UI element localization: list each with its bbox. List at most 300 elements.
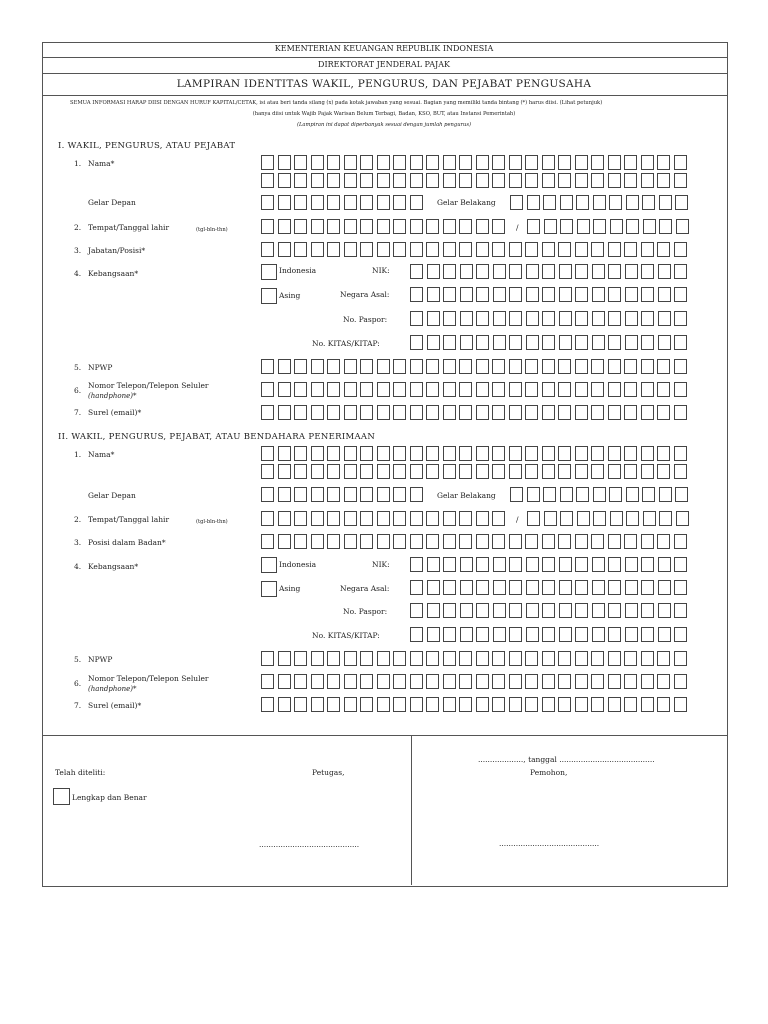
- char-box[interactable]: [674, 697, 687, 712]
- char-box[interactable]: [327, 219, 340, 234]
- char-box[interactable]: [674, 627, 687, 642]
- char-box[interactable]: [261, 359, 274, 374]
- char-box[interactable]: [393, 697, 406, 712]
- char-box[interactable]: [526, 603, 539, 618]
- char-box[interactable]: [294, 534, 307, 549]
- char-box[interactable]: [377, 511, 390, 526]
- char-box[interactable]: [674, 155, 687, 170]
- char-box[interactable]: [492, 674, 505, 689]
- char-box[interactable]: [261, 464, 274, 479]
- char-box[interactable]: [624, 405, 637, 420]
- char-box[interactable]: [609, 487, 622, 502]
- char-box[interactable]: [278, 446, 291, 461]
- char-box[interactable]: [624, 534, 637, 549]
- char-box[interactable]: [278, 195, 291, 210]
- char-box[interactable]: [509, 242, 522, 257]
- char-box[interactable]: [410, 511, 423, 526]
- tanggal-lahir-grid[interactable]: [527, 511, 692, 526]
- char-box[interactable]: [608, 580, 621, 595]
- char-box[interactable]: [591, 382, 604, 397]
- char-box[interactable]: [527, 511, 540, 526]
- char-box[interactable]: [641, 534, 654, 549]
- char-box[interactable]: [641, 335, 654, 350]
- char-box[interactable]: [261, 195, 274, 210]
- char-box[interactable]: [410, 335, 423, 350]
- char-box[interactable]: [426, 155, 439, 170]
- char-box[interactable]: [576, 195, 589, 210]
- char-box[interactable]: [294, 155, 307, 170]
- char-box[interactable]: [558, 155, 571, 170]
- char-box[interactable]: [592, 264, 605, 279]
- char-box[interactable]: [509, 651, 522, 666]
- char-box[interactable]: [658, 627, 671, 642]
- char-box[interactable]: [377, 674, 390, 689]
- char-box[interactable]: [493, 287, 506, 302]
- char-box[interactable]: [311, 674, 324, 689]
- char-box[interactable]: [624, 446, 637, 461]
- char-box[interactable]: [592, 287, 605, 302]
- char-box[interactable]: [294, 651, 307, 666]
- nama-grid-2[interactable]: [261, 173, 690, 188]
- char-box[interactable]: [542, 155, 555, 170]
- char-box[interactable]: [410, 464, 423, 479]
- char-box[interactable]: [426, 219, 439, 234]
- char-box[interactable]: [410, 173, 423, 188]
- char-box[interactable]: [360, 155, 373, 170]
- char-box[interactable]: [360, 359, 373, 374]
- char-box[interactable]: [559, 335, 572, 350]
- char-box[interactable]: [526, 335, 539, 350]
- char-box[interactable]: [542, 674, 555, 689]
- char-box[interactable]: [657, 359, 670, 374]
- char-box[interactable]: [492, 155, 505, 170]
- char-box[interactable]: [492, 651, 505, 666]
- char-box[interactable]: [294, 405, 307, 420]
- char-box[interactable]: [643, 511, 656, 526]
- char-box[interactable]: [410, 580, 423, 595]
- char-box[interactable]: [641, 557, 654, 572]
- char-box[interactable]: [657, 446, 670, 461]
- char-box[interactable]: [657, 697, 670, 712]
- char-box[interactable]: [426, 446, 439, 461]
- char-box[interactable]: [676, 511, 689, 526]
- char-box[interactable]: [559, 557, 572, 572]
- char-box[interactable]: [592, 557, 605, 572]
- char-box[interactable]: [261, 382, 274, 397]
- char-box[interactable]: [294, 487, 307, 502]
- char-box[interactable]: [393, 219, 406, 234]
- char-box[interactable]: [558, 651, 571, 666]
- tempat-grid[interactable]: [261, 511, 509, 526]
- char-box[interactable]: [261, 173, 274, 188]
- char-box[interactable]: [443, 580, 456, 595]
- char-box[interactable]: [558, 446, 571, 461]
- char-box[interactable]: [608, 173, 621, 188]
- char-box[interactable]: [476, 446, 489, 461]
- char-box[interactable]: [327, 697, 340, 712]
- char-box[interactable]: [559, 287, 572, 302]
- char-box[interactable]: [327, 511, 340, 526]
- char-box[interactable]: [360, 511, 373, 526]
- char-box[interactable]: [311, 511, 324, 526]
- char-box[interactable]: [492, 242, 505, 257]
- char-box[interactable]: [658, 335, 671, 350]
- nama-grid-2[interactable]: [261, 464, 690, 479]
- char-box[interactable]: [526, 557, 539, 572]
- char-box[interactable]: [674, 464, 687, 479]
- char-box[interactable]: [426, 173, 439, 188]
- char-box[interactable]: [459, 446, 472, 461]
- char-box[interactable]: [311, 405, 324, 420]
- char-box[interactable]: [674, 382, 687, 397]
- char-box[interactable]: [641, 674, 654, 689]
- char-box[interactable]: [476, 511, 489, 526]
- char-box[interactable]: [492, 173, 505, 188]
- char-box[interactable]: [344, 405, 357, 420]
- char-box[interactable]: [410, 382, 423, 397]
- char-box[interactable]: [642, 195, 655, 210]
- char-box[interactable]: [410, 446, 423, 461]
- char-box[interactable]: [393, 173, 406, 188]
- char-box[interactable]: [311, 219, 324, 234]
- char-box[interactable]: [476, 382, 489, 397]
- char-box[interactable]: [575, 335, 588, 350]
- char-box[interactable]: [674, 264, 687, 279]
- char-box[interactable]: [426, 511, 439, 526]
- char-box[interactable]: [261, 487, 274, 502]
- char-box[interactable]: [674, 603, 687, 618]
- char-box[interactable]: [492, 446, 505, 461]
- char-box[interactable]: [459, 405, 472, 420]
- char-box[interactable]: [610, 511, 623, 526]
- char-box[interactable]: [542, 557, 555, 572]
- char-box[interactable]: [509, 311, 522, 326]
- char-box[interactable]: [344, 219, 357, 234]
- char-box[interactable]: [641, 405, 654, 420]
- char-box[interactable]: [459, 173, 472, 188]
- char-box[interactable]: [542, 651, 555, 666]
- char-box[interactable]: [509, 405, 522, 420]
- char-box[interactable]: [278, 651, 291, 666]
- char-box[interactable]: [542, 627, 555, 642]
- char-box[interactable]: [674, 335, 687, 350]
- char-box[interactable]: [360, 242, 373, 257]
- char-box[interactable]: [344, 534, 357, 549]
- char-box[interactable]: [658, 264, 671, 279]
- char-box[interactable]: [493, 335, 506, 350]
- char-box[interactable]: [344, 195, 357, 210]
- char-box[interactable]: [426, 651, 439, 666]
- char-box[interactable]: [510, 487, 523, 502]
- char-box[interactable]: [459, 651, 472, 666]
- char-box[interactable]: [559, 603, 572, 618]
- char-box[interactable]: [493, 603, 506, 618]
- char-box[interactable]: [591, 674, 604, 689]
- char-box[interactable]: [591, 464, 604, 479]
- char-box[interactable]: [294, 446, 307, 461]
- char-box[interactable]: [393, 651, 406, 666]
- char-box[interactable]: [625, 264, 638, 279]
- char-box[interactable]: [460, 287, 473, 302]
- char-box[interactable]: [560, 511, 573, 526]
- char-box[interactable]: [542, 242, 555, 257]
- asing-checkbox[interactable]: [261, 581, 277, 597]
- char-box[interactable]: [641, 359, 654, 374]
- char-box[interactable]: [626, 219, 639, 234]
- char-box[interactable]: [624, 155, 637, 170]
- char-box[interactable]: [459, 511, 472, 526]
- char-box[interactable]: [509, 287, 522, 302]
- char-box[interactable]: [591, 359, 604, 374]
- char-box[interactable]: [327, 534, 340, 549]
- char-box[interactable]: [427, 557, 440, 572]
- char-box[interactable]: [443, 382, 456, 397]
- char-box[interactable]: [575, 534, 588, 549]
- asing-checkbox[interactable]: [261, 288, 277, 304]
- char-box[interactable]: [525, 359, 538, 374]
- char-box[interactable]: [591, 534, 604, 549]
- char-box[interactable]: [476, 627, 489, 642]
- char-box[interactable]: [327, 674, 340, 689]
- char-box[interactable]: [460, 264, 473, 279]
- char-box[interactable]: [626, 195, 639, 210]
- char-box[interactable]: [278, 219, 291, 234]
- char-box[interactable]: [327, 242, 340, 257]
- char-box[interactable]: [659, 487, 672, 502]
- char-box[interactable]: [393, 155, 406, 170]
- char-box[interactable]: [393, 195, 406, 210]
- char-box[interactable]: [558, 359, 571, 374]
- char-box[interactable]: [575, 557, 588, 572]
- char-box[interactable]: [443, 287, 456, 302]
- char-box[interactable]: [542, 446, 555, 461]
- char-box[interactable]: [459, 155, 472, 170]
- char-box[interactable]: [344, 359, 357, 374]
- char-box[interactable]: [443, 359, 456, 374]
- char-box[interactable]: [327, 173, 340, 188]
- char-box[interactable]: [459, 242, 472, 257]
- char-box[interactable]: [543, 487, 556, 502]
- char-box[interactable]: [377, 651, 390, 666]
- char-box[interactable]: [643, 219, 656, 234]
- char-box[interactable]: [659, 219, 672, 234]
- char-box[interactable]: [608, 155, 621, 170]
- char-box[interactable]: [459, 219, 472, 234]
- char-box[interactable]: [426, 697, 439, 712]
- char-box[interactable]: [344, 674, 357, 689]
- char-box[interactable]: [327, 405, 340, 420]
- char-box[interactable]: [261, 155, 274, 170]
- char-box[interactable]: [476, 311, 489, 326]
- char-box[interactable]: [559, 580, 572, 595]
- char-box[interactable]: [360, 195, 373, 210]
- char-box[interactable]: [278, 487, 291, 502]
- char-box[interactable]: [377, 242, 390, 257]
- char-box[interactable]: [641, 651, 654, 666]
- char-box[interactable]: [261, 697, 274, 712]
- char-box[interactable]: [377, 464, 390, 479]
- char-box[interactable]: [278, 359, 291, 374]
- char-box[interactable]: [544, 219, 557, 234]
- char-box[interactable]: [608, 287, 621, 302]
- char-box[interactable]: [676, 219, 689, 234]
- char-box[interactable]: [459, 674, 472, 689]
- char-box[interactable]: [526, 311, 539, 326]
- char-box[interactable]: [344, 446, 357, 461]
- char-box[interactable]: [492, 382, 505, 397]
- char-box[interactable]: [493, 264, 506, 279]
- char-box[interactable]: [558, 242, 571, 257]
- char-box[interactable]: [493, 627, 506, 642]
- char-box[interactable]: [410, 311, 423, 326]
- char-box[interactable]: [575, 697, 588, 712]
- char-box[interactable]: [509, 155, 522, 170]
- char-box[interactable]: [624, 359, 637, 374]
- char-box[interactable]: [657, 651, 670, 666]
- char-box[interactable]: [360, 446, 373, 461]
- char-box[interactable]: [626, 511, 639, 526]
- char-box[interactable]: [542, 264, 555, 279]
- char-box[interactable]: [443, 219, 456, 234]
- npwp-grid[interactable]: [261, 651, 690, 666]
- char-box[interactable]: [591, 446, 604, 461]
- char-box[interactable]: [575, 242, 588, 257]
- char-box[interactable]: [377, 155, 390, 170]
- char-box[interactable]: [659, 195, 672, 210]
- char-box[interactable]: [327, 487, 340, 502]
- char-box[interactable]: [410, 651, 423, 666]
- char-box[interactable]: [460, 335, 473, 350]
- char-box[interactable]: [393, 446, 406, 461]
- char-box[interactable]: [657, 405, 670, 420]
- char-box[interactable]: [641, 580, 654, 595]
- char-box[interactable]: [443, 511, 456, 526]
- char-box[interactable]: [657, 155, 670, 170]
- char-box[interactable]: [527, 487, 540, 502]
- char-box[interactable]: [459, 464, 472, 479]
- char-box[interactable]: [509, 382, 522, 397]
- char-box[interactable]: [527, 195, 540, 210]
- char-box[interactable]: [360, 651, 373, 666]
- char-box[interactable]: [609, 195, 622, 210]
- char-box[interactable]: [476, 219, 489, 234]
- jabatan-grid[interactable]: [261, 242, 690, 257]
- char-box[interactable]: [427, 264, 440, 279]
- char-box[interactable]: [658, 580, 671, 595]
- char-box[interactable]: [674, 674, 687, 689]
- char-box[interactable]: [493, 580, 506, 595]
- char-box[interactable]: [278, 242, 291, 257]
- char-box[interactable]: [575, 603, 588, 618]
- char-box[interactable]: [542, 287, 555, 302]
- char-box[interactable]: [625, 287, 638, 302]
- char-box[interactable]: [559, 311, 572, 326]
- char-box[interactable]: [525, 242, 538, 257]
- char-box[interactable]: [410, 359, 423, 374]
- char-box[interactable]: [525, 674, 538, 689]
- char-box[interactable]: [527, 219, 540, 234]
- negara-asal-grid[interactable]: [410, 287, 691, 302]
- char-box[interactable]: [393, 674, 406, 689]
- char-box[interactable]: [360, 219, 373, 234]
- char-box[interactable]: [459, 697, 472, 712]
- char-box[interactable]: [608, 264, 621, 279]
- char-box[interactable]: [674, 311, 687, 326]
- char-box[interactable]: [460, 311, 473, 326]
- indonesia-checkbox[interactable]: [261, 557, 277, 573]
- char-box[interactable]: [591, 405, 604, 420]
- char-box[interactable]: [261, 534, 274, 549]
- char-box[interactable]: [526, 627, 539, 642]
- char-box[interactable]: [659, 511, 672, 526]
- char-box[interactable]: [278, 382, 291, 397]
- char-box[interactable]: [443, 534, 456, 549]
- char-box[interactable]: [327, 195, 340, 210]
- char-box[interactable]: [558, 674, 571, 689]
- char-box[interactable]: [509, 264, 522, 279]
- char-box[interactable]: [459, 534, 472, 549]
- char-box[interactable]: [658, 603, 671, 618]
- char-box[interactable]: [261, 242, 274, 257]
- char-box[interactable]: [443, 464, 456, 479]
- char-box[interactable]: [410, 287, 423, 302]
- char-box[interactable]: [393, 464, 406, 479]
- char-box[interactable]: [327, 446, 340, 461]
- paspor-grid[interactable]: [410, 603, 691, 618]
- char-box[interactable]: [294, 195, 307, 210]
- char-box[interactable]: [443, 335, 456, 350]
- char-box[interactable]: [641, 242, 654, 257]
- char-box[interactable]: [476, 359, 489, 374]
- char-box[interactable]: [443, 674, 456, 689]
- char-box[interactable]: [460, 580, 473, 595]
- char-box[interactable]: [542, 534, 555, 549]
- char-box[interactable]: [311, 155, 324, 170]
- char-box[interactable]: [625, 311, 638, 326]
- char-box[interactable]: [410, 627, 423, 642]
- char-box[interactable]: [558, 534, 571, 549]
- char-box[interactable]: [641, 603, 654, 618]
- char-box[interactable]: [575, 311, 588, 326]
- char-box[interactable]: [608, 464, 621, 479]
- char-box[interactable]: [393, 487, 406, 502]
- char-box[interactable]: [492, 697, 505, 712]
- char-box[interactable]: [410, 534, 423, 549]
- posisi-grid[interactable]: [261, 534, 690, 549]
- char-box[interactable]: [344, 511, 357, 526]
- char-box[interactable]: [360, 534, 373, 549]
- char-box[interactable]: [294, 219, 307, 234]
- char-box[interactable]: [558, 173, 571, 188]
- char-box[interactable]: [344, 382, 357, 397]
- char-box[interactable]: [592, 311, 605, 326]
- char-box[interactable]: [377, 405, 390, 420]
- char-box[interactable]: [575, 627, 588, 642]
- char-box[interactable]: [625, 603, 638, 618]
- char-box[interactable]: [294, 173, 307, 188]
- char-box[interactable]: [509, 603, 522, 618]
- char-box[interactable]: [510, 195, 523, 210]
- char-box[interactable]: [476, 155, 489, 170]
- char-box[interactable]: [426, 382, 439, 397]
- char-box[interactable]: [476, 651, 489, 666]
- char-box[interactable]: [344, 487, 357, 502]
- char-box[interactable]: [426, 359, 439, 374]
- char-box[interactable]: [641, 287, 654, 302]
- telepon-grid[interactable]: [261, 382, 690, 397]
- char-box[interactable]: [459, 382, 472, 397]
- char-box[interactable]: [642, 487, 655, 502]
